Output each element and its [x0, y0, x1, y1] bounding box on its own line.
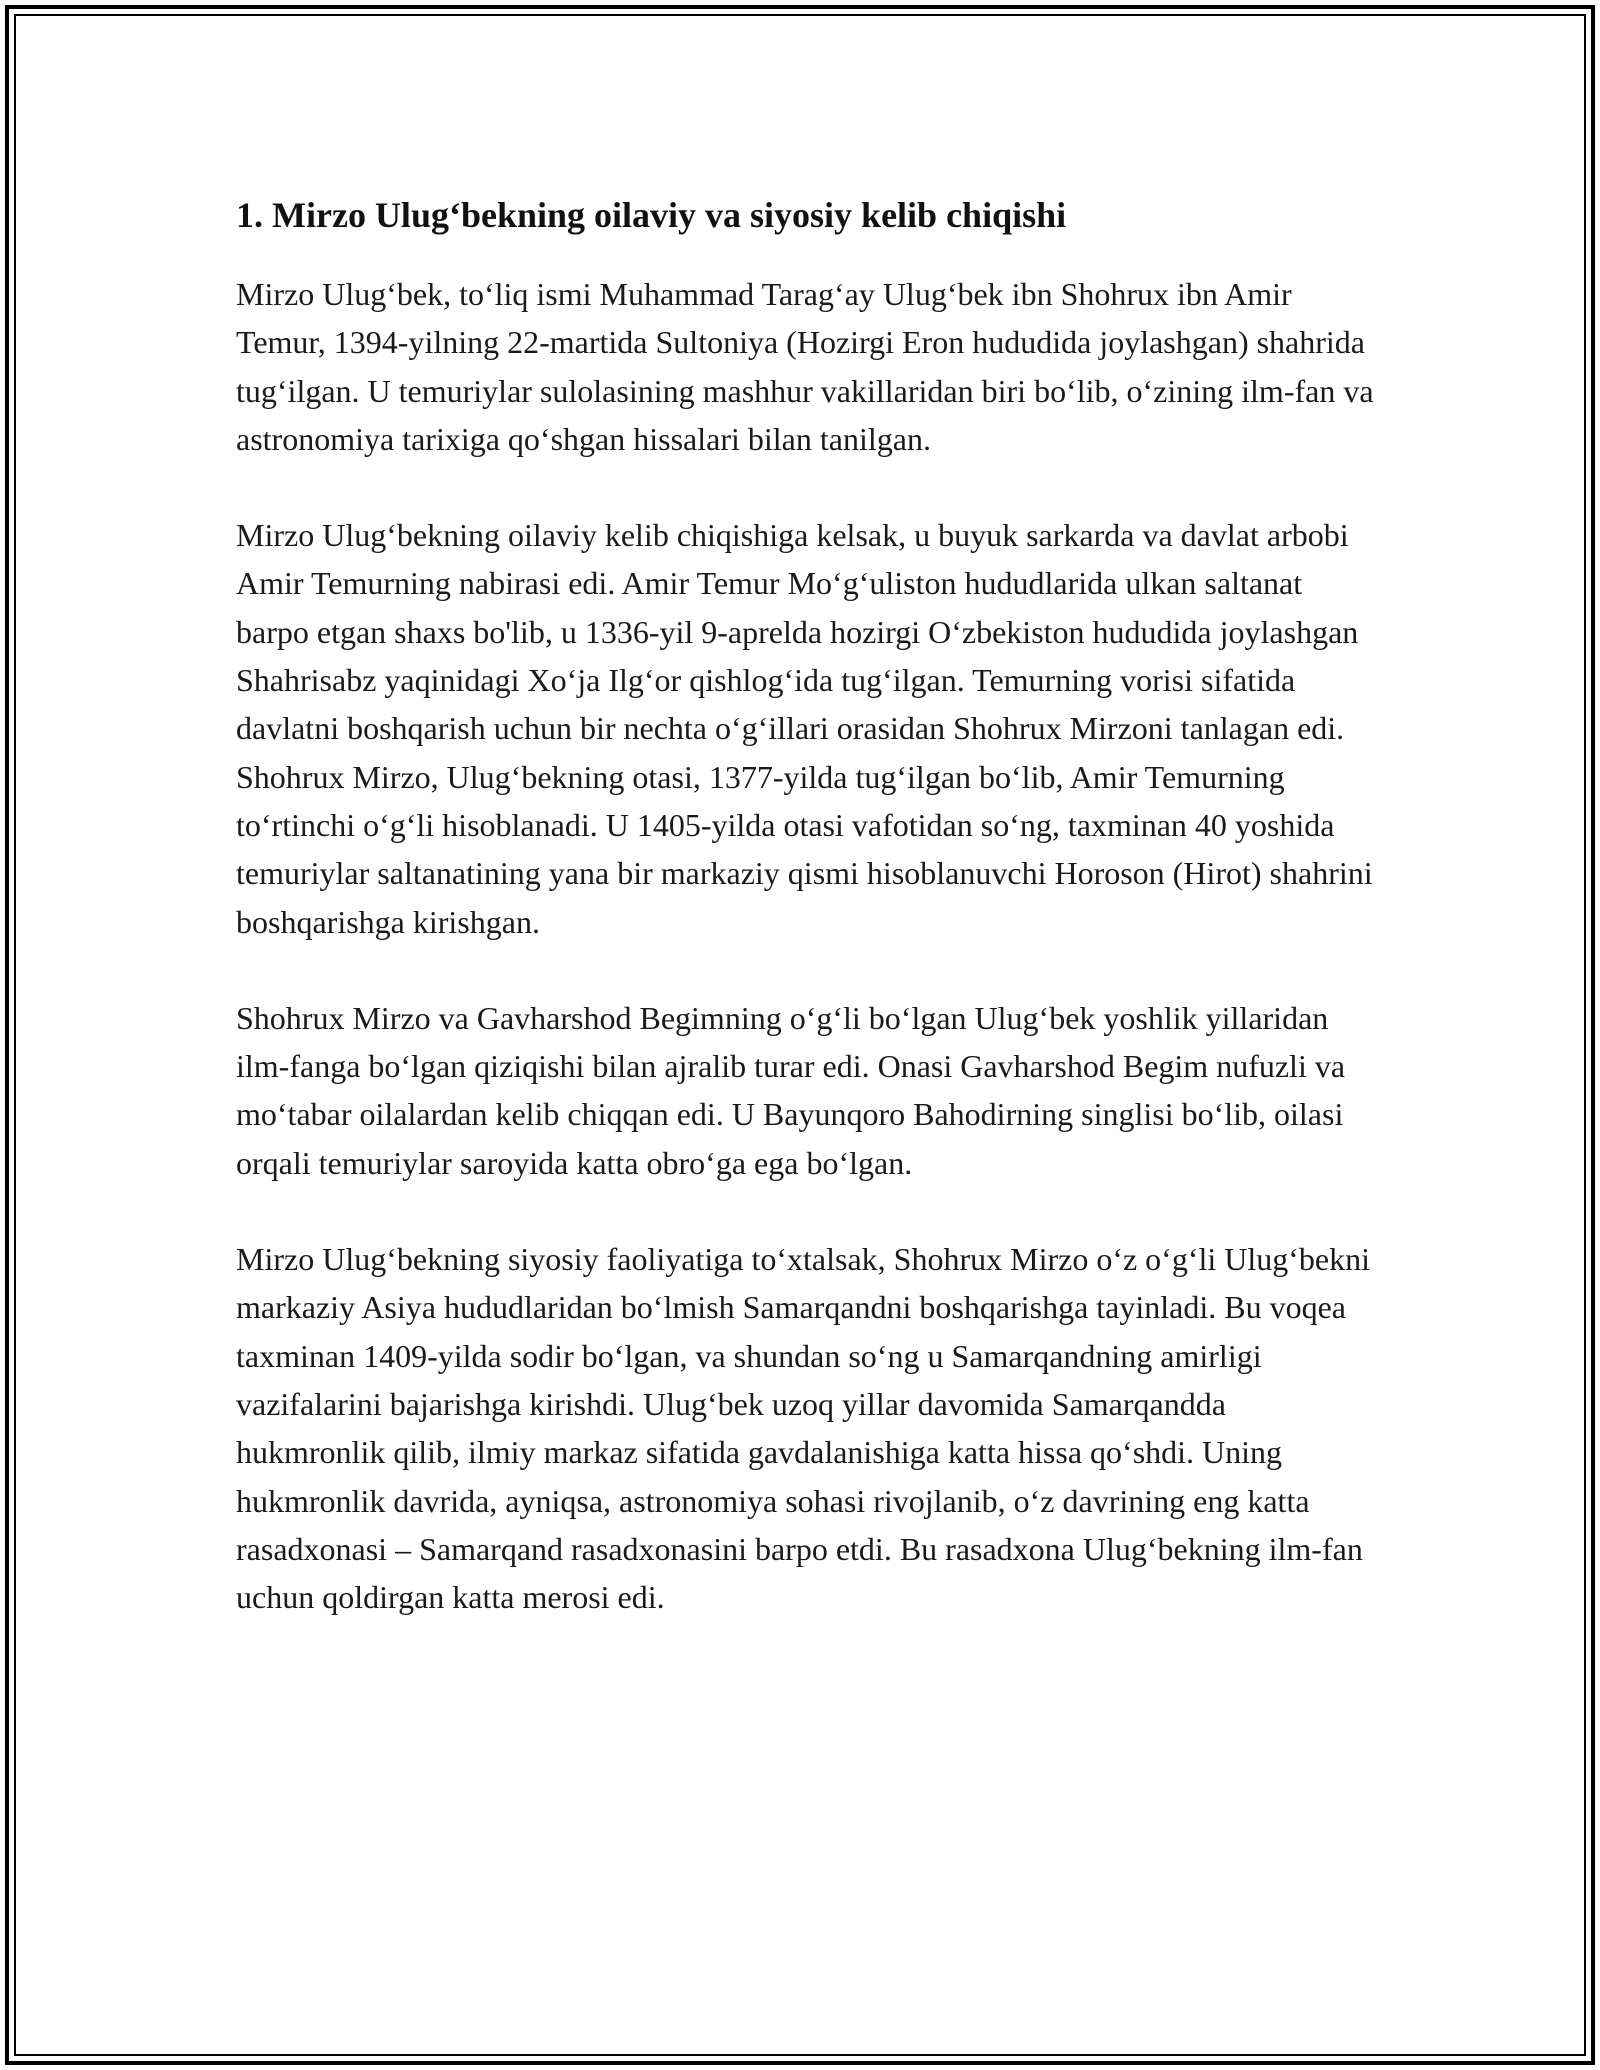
paragraph-3: Shohrux Mirzo va Gavharshod Begimning o‘g‘li bo‘lgan Ulug‘bek yoshlik yillaridan ilm-fanga bo‘lgan qiziqishi bilan ajralib turar edi. Onasi Gavharshod Begim nufuzli va mo‘tabar oilalardan kelib chiqqan edi. U Bayunqoro Bahodirning singlisi bo‘lib, oilasi orqali temuriylar saroyida katta obro‘ga ega bo‘lgan. [236, 999, 1346, 1181]
paragraph-2: Mirzo Ulug‘bekning oilaviy kelib chiqishiga kelsak, u buyuk sarkarda va davlat arbobi Amir Temurning nabirasi edi. Amir Temur Mo‘g‘uliston hududlarida ulkan saltanat barpo etgan shaxs bo'lib, u 1336-yil 9-aprelda hozirgi O‘zbekiston hududida joylashgan Shahrisabz yaqinidagi Xo‘ja Ilg‘or qishlog‘ida tug‘ilgan. Temurning vorisi sifatida davlatni boshqarish uchun bir nechta o‘g‘illari orasidan Shohrux Mirzoni tanlagan edi. Shohrux Mirzo, Ulug‘bekning otasi, 1377-yilda tug‘ilgan bo‘lib, Amir Temurning to‘rtinchi o‘g‘li hisoblanadi. U 1405-yilda otasi vafotidan so‘ng, taxminan 40 yoshida temuriylar saltanatining yana bir markaziy qismi hisoblanuvchi Horoson (Hirot) shahrini boshqarishga kirishgan. [236, 517, 1373, 940]
document-body [236, 186, 1376, 1669]
paragraph-1: Mirzo Ulug‘bek, to‘liq ismi Muhammad Tarag‘ay Ulug‘bek ibn Shohrux ibn Amir Temur, 1394-yilning 22-martida Sultoniya (Hozirgi Eron hududida joylashgan) shahrida tug‘ilgan. U temuriylar sulolasining mashhur vakillaridan biri bo‘lib, o‘zining ilm-fan va astronomiya tarixiga qo‘shgan hissalari bilan tanilgan. [236, 276, 1374, 457]
paragraph-4: Mirzo Ulug‘bekning siyosiy faoliyatiga to‘xtalsak, Shohrux Mirzo o‘z o‘g‘li Ulug‘bekni markaziy Asiya hududlaridan bo‘lmish Samarqandni boshqarishga tayinladi. Bu voqea taxminan 1409-yilda sodir bo‘lgan, va shundan so‘ng u Samarqandning amirligi vazifalarini bajarishga kirishdi. Ulug‘bek uzoq yillar davomida Samarqandda hukmronlik qilib, ilmiy markaz sifatida gavdalanishiga katta hissa qo‘shdi. Uning hukmronlik davrida, ayniqsa, astronomiya sohasi rivojlanib, o‘z davrining eng katta rasadxonasi – Samarqand rasadxonasini barpo etdi. Bu rasadxona Ulug‘bekning ilm-fan uchun qoldirgan katta merosi edi. [236, 1241, 1371, 1616]
section-heading: 1. Mirzo Ulug‘bekning oilaviy va siyosiy kelib chiqishi [236, 195, 1067, 235]
